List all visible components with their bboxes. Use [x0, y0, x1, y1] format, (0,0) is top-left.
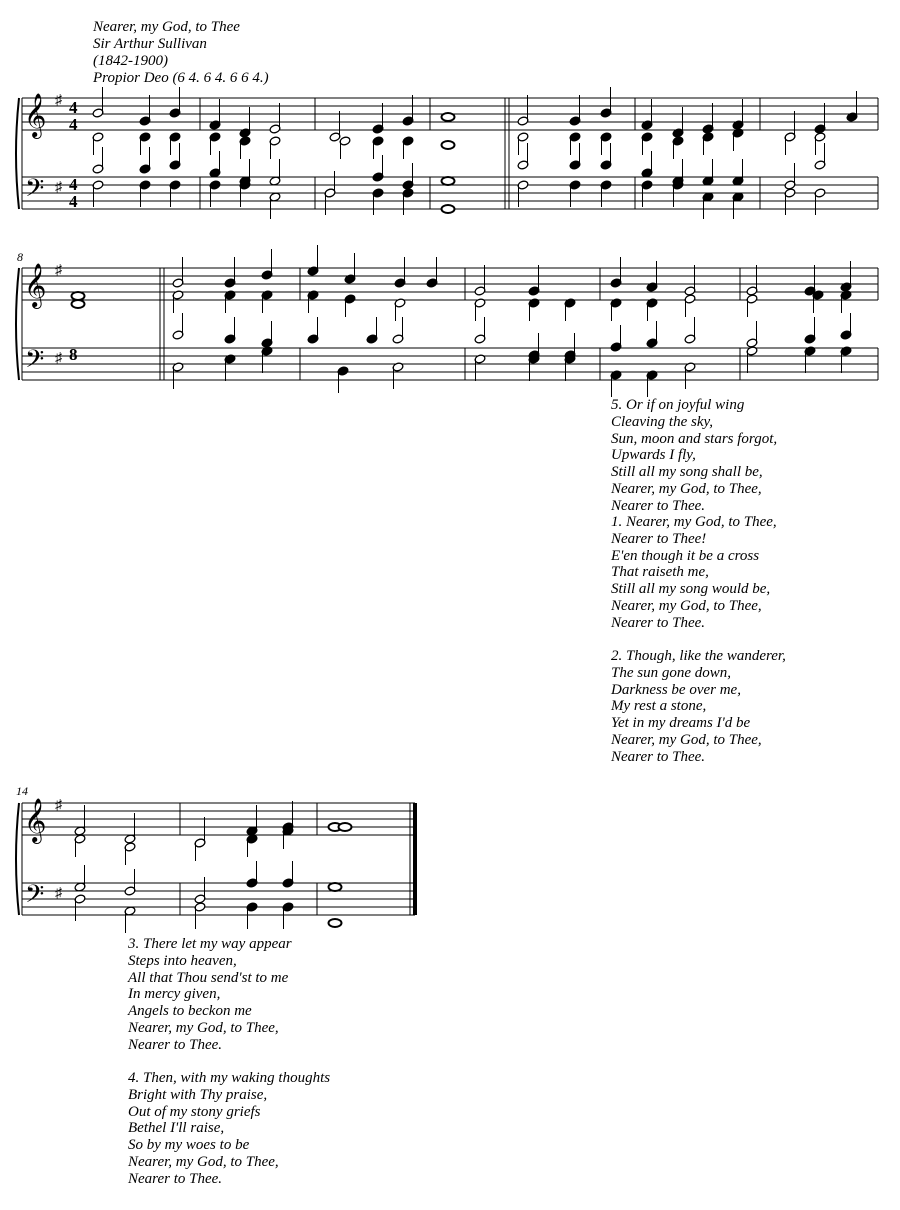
bass-clef-icon: 𝄢: [25, 346, 45, 379]
svg-text:4: 4: [69, 175, 78, 194]
verse-line: 4. Then, with my waking thoughts: [128, 1070, 331, 1086]
verse-line: Angels to beckon me: [128, 1003, 252, 1020]
hymn-title: Nearer, my God, to Thee: [93, 19, 240, 35]
verse-line: E'en though it be a cross: [611, 547, 760, 564]
verse-line: So by my woes to be: [128, 1137, 250, 1154]
verse-line: 3. There let my way appear: [128, 936, 292, 952]
verse-line: Nearer to Thee.: [611, 614, 706, 631]
verse-1: [611, 514, 777, 648]
whole-note: [72, 300, 85, 308]
time-signature-bass: [69, 175, 78, 211]
whole-note: [339, 823, 352, 831]
bass-clef-icon: 𝄢: [25, 881, 45, 914]
svg-text:4: 4: [69, 98, 78, 117]
verse-line: Still all my song would be,: [611, 581, 771, 598]
whole-note: [442, 113, 455, 121]
verse-line: That raiseth me,: [611, 564, 709, 581]
sharp-icon: ♯: [55, 798, 62, 813]
time-signature-treble: [69, 98, 78, 134]
verse-line: Darkness be over me,: [611, 681, 741, 698]
composer-dates: (1842-1900): [93, 53, 168, 69]
verse-line: Nearer, my God, to Thee,: [611, 480, 762, 497]
measure-number-8: 8: [17, 250, 23, 264]
system-3: [16, 798, 415, 933]
svg-text:4: 4: [69, 115, 78, 134]
verse-4: [128, 1070, 330, 1188]
sharp-icon: ♯: [55, 263, 62, 278]
verse-line: Upwards I fly,: [611, 447, 696, 464]
verse-line: All that Thou send'st to me: [128, 969, 289, 986]
verse-line: Bright with Thy praise,: [128, 1086, 268, 1103]
verse-2: [611, 648, 786, 766]
bass-clef-icon: 𝄢: [25, 175, 45, 208]
treble-clef-icon: 𝄞: [24, 265, 47, 307]
verse-line: Out of my stony griefs: [128, 1103, 261, 1120]
verse-line: The sun gone down,: [611, 664, 731, 681]
treble-clef-icon: 𝄞: [24, 800, 47, 842]
brace: [16, 268, 19, 380]
measure-number-14: 14: [16, 784, 28, 798]
verse-line: 1. Nearer, my God, to Thee,: [611, 514, 777, 530]
brace: [16, 98, 19, 209]
verse-line: Nearer to Thee.: [128, 1170, 223, 1187]
verse-line: Nearer, my God, to Thee,: [128, 1153, 279, 1170]
verse-line: Cleaving the sky,: [611, 413, 714, 430]
time-signature-8: 8: [69, 345, 78, 364]
svg-text:4: 4: [69, 192, 78, 211]
verse-line: Nearer, my God, to Thee,: [128, 1019, 279, 1036]
system-1: [16, 87, 878, 219]
whole-note: [329, 883, 342, 891]
verse-line: Nearer to Thee!: [611, 530, 707, 547]
brace: [16, 803, 19, 915]
verse-line: My rest a stone,: [611, 698, 707, 715]
verse-line: 5. Or if on joyful wing: [611, 397, 745, 413]
system-2: [16, 245, 878, 397]
verse-line: Still all my song shall be,: [611, 464, 763, 481]
whole-note: [72, 292, 85, 300]
whole-note: [442, 177, 455, 185]
verse-line: Bethel I'll raise,: [128, 1120, 225, 1137]
verse-5: [611, 397, 777, 515]
sharp-icon: ♯: [55, 180, 62, 195]
verse-line: Nearer, my God, to Thee,: [611, 597, 762, 614]
tune-name: Propior Deo (6 4. 6 4. 6 6 4.): [93, 70, 269, 86]
verse-line: 2. Though, like the wanderer,: [611, 648, 786, 664]
verse-3: [128, 936, 292, 1054]
verse-line: Nearer to Thee.: [128, 1036, 223, 1053]
sharp-icon: ♯: [55, 351, 62, 366]
verse-line: Nearer, my God, to Thee,: [611, 731, 762, 748]
whole-note: [442, 141, 455, 149]
whole-note: [329, 919, 342, 927]
verse-line: In mercy given,: [128, 986, 221, 1003]
treble-clef-icon: 𝄞: [24, 95, 47, 137]
verse-line: Nearer to Thee.: [611, 748, 706, 765]
verse-line: Nearer to Thee.: [611, 497, 706, 514]
sharp-icon: ♯: [55, 93, 62, 108]
sharp-icon: ♯: [55, 886, 62, 901]
verse-line: Steps into heaven,: [128, 952, 237, 969]
whole-note: [442, 205, 455, 213]
verse-line: Yet in my dreams I'd be: [611, 715, 751, 732]
composer-name: Sir Arthur Sullivan: [93, 36, 207, 52]
verse-line: Sun, moon and stars forgot,: [611, 430, 778, 447]
